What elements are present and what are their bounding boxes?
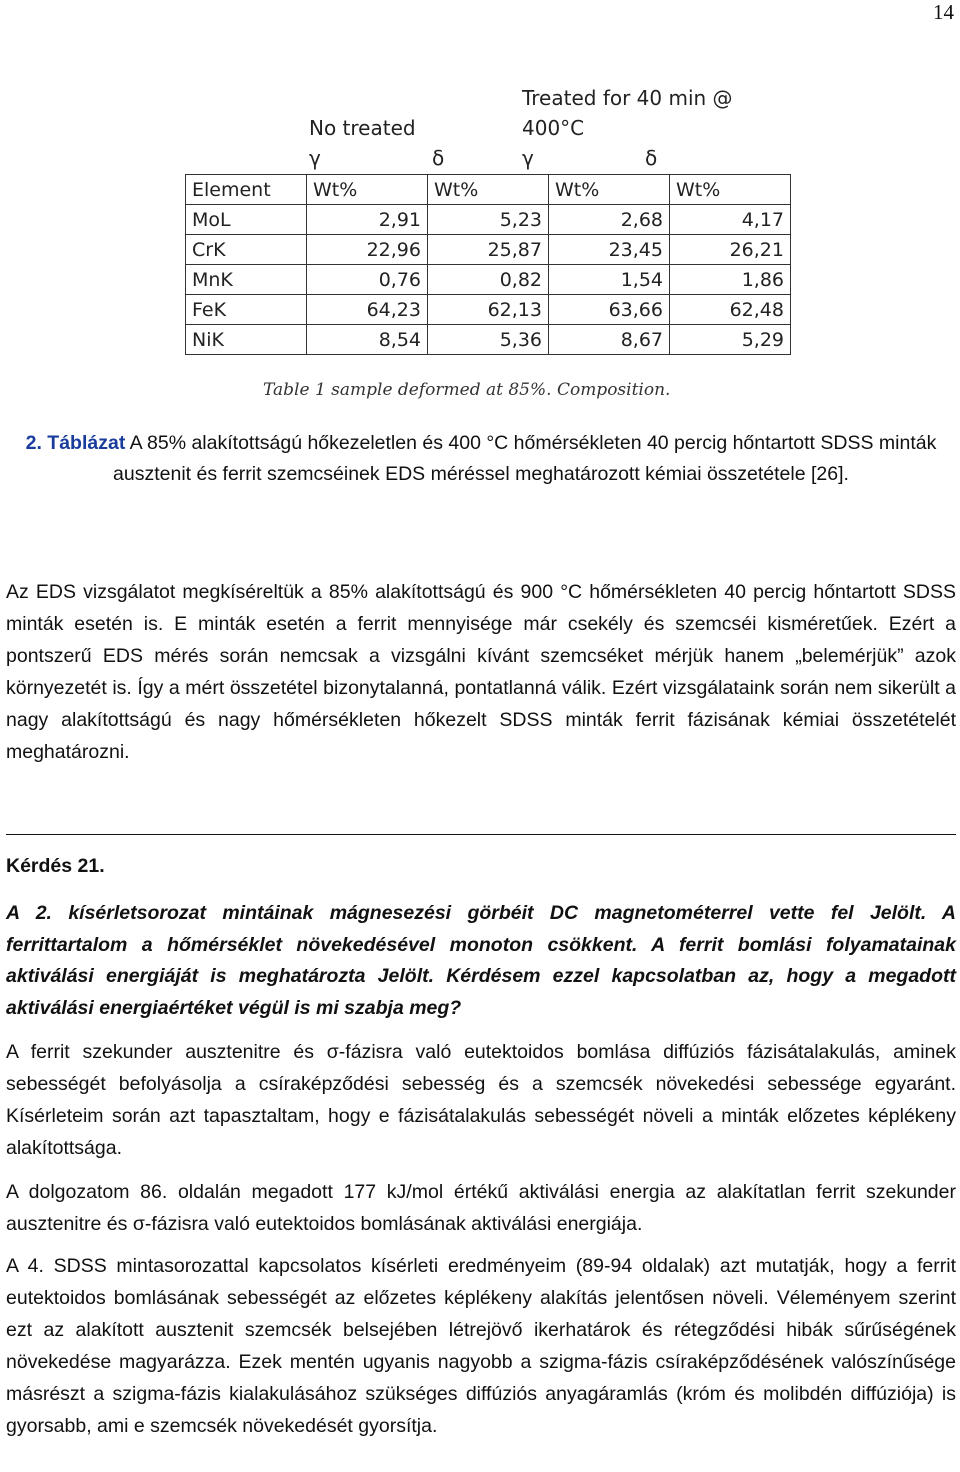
page-number: 14 [933, 0, 954, 24]
value-cell: 5,29 [670, 325, 791, 355]
table-row [186, 295, 791, 325]
value-cell: 5,36 [428, 325, 549, 355]
column-header: Element [186, 175, 307, 205]
question-text: A 2. kísérletsorozat mintáinak mágnesezési görbéit DC magnetométerrel vette fel Jelölt. A ferrittartalom a hőmérséklet növekedésével monoton csökkent. A ferrit bomlási folyamatainak aktiválási energiáját is meghatározta Jelölt. Kérdésem ezzel kapcsolatban az, hogy a megadott aktiválási energiaértéket végül is mi szabja meg? [6, 902, 956, 1019]
value-cell: 2,68 [549, 205, 670, 235]
value-cell: 63,66 [549, 295, 670, 325]
table-row [186, 205, 791, 235]
element-cell: MnK [186, 265, 307, 295]
group-header-treated-line1: Treated for 40 min @ [522, 86, 733, 110]
table-caption-text: A 85% alakítottságú hőkezeletlen és 400 °C hőmérsékleten 40 percig hőntartott SDSS minták ausztenit és ferrit szemcséinek EDS méréssel meghatározott kémiai összetétele [26]. [113, 432, 937, 485]
element-cell: FeK [186, 295, 307, 325]
element-cell: CrK [186, 235, 307, 265]
figure-caption: Table 1 sample deformed at 85%. Composition. [263, 380, 671, 400]
value-cell: 0,82 [428, 265, 549, 295]
table-caption-label: 2. Táblázat [25, 432, 126, 454]
phase-label: γ [522, 146, 534, 170]
value-cell: 62,48 [670, 295, 791, 325]
answer-paragraph: A 4. SDSS mintasorozattal kapcsolatos kísérleti eredményeim (89-94 oldalak) azt mutatják, hogy a ferrit eutektoidos bomlásának sebességét az előzetes képlékeny alakítás jelentősen növeli. Véleményem szerint ezt az alakított ausztenit szemcsék belsejében létrejövő ikerhatárok és rétegződési hibák sűrűségének növekedése magyarázza. Ezek mentén ugyanis nagyobb a szigma-fázis csíraképződésének valószínűsége másrészt a szigma-fázis kialakulásához szükséges diffúziós anyagáramlás (króm és molibdén diffúziója) is gyorsabb, ami e szemcsék növekedését gyorsítja. [6, 1255, 956, 1437]
table-row [186, 325, 791, 355]
answer-paragraph: A dolgozatom 86. oldalán megadott 177 kJ/mol értékű aktiválási energia az alakítatlan ferrit szekunder ausztenitre és σ-fázisra való eutektoidos bomlásának aktiválási energiája. [6, 1181, 956, 1235]
value-cell: 64,23 [307, 295, 428, 325]
section-divider [6, 834, 956, 835]
value-cell: 1,54 [549, 265, 670, 295]
element-cell: MoL [186, 205, 307, 235]
value-cell: 8,67 [549, 325, 670, 355]
column-header: Wt% [428, 175, 549, 205]
table-row [186, 265, 791, 295]
column-header: Wt% [307, 175, 428, 205]
phase-label: δ [645, 146, 658, 170]
value-cell: 23,45 [549, 235, 670, 265]
composition-table-figure [185, 82, 805, 412]
value-cell: 4,17 [670, 205, 791, 235]
table-header-row [186, 175, 791, 205]
column-header: Wt% [670, 175, 791, 205]
value-cell: 8,54 [307, 325, 428, 355]
answer-paragraph: A ferrit szekunder ausztenitre és σ-fázisra való eutektoidos bomlása diffúziós fázisátalakulás, aminek sebességét befolyásolja a csíraképződési sebesség és a szemcsék növekedési sebessége egyaránt. Kísérleteim során azt tapasztaltam, hogy e fázisátalakulás sebességét növeli a minták előzetes képlékeny alakítottsága. [6, 1041, 956, 1159]
column-header: Wt% [549, 175, 670, 205]
paragraph-eds: Az EDS vizsgálatot megkíséreltük a 85% alakítottságú és 900 °C hőmérsékleten 40 percig hőntartott SDSS minták esetén is. E minták esetén a ferrit mennyisége már csekély és szemcséi kisméretűek. Ezért a pontszerű EDS mérés során nemcsak a vizsgálni kívánt szemcséket mérjük hanem „belemérjük” azok környezetét is. Így a mért összetétel bizonytalanná, pontatlanná válik. Ezért vizsgálataink során nem sikerült a nagy alakítottságú és nagy hőmérsékleten hőkezelt SDSS minták ferrit fázisának kémiai összetételét meghatározni. [6, 581, 956, 763]
value-cell: 26,21 [670, 235, 791, 265]
value-cell: 5,23 [428, 205, 549, 235]
value-cell: 62,13 [428, 295, 549, 325]
value-cell: 2,91 [307, 205, 428, 235]
value-cell: 25,87 [428, 235, 549, 265]
element-cell: NiK [186, 325, 307, 355]
group-header-no-treated: No treated [309, 116, 416, 140]
value-cell: 0,76 [307, 265, 428, 295]
composition-table [185, 174, 791, 355]
question-title: Kérdés 21. [6, 855, 105, 877]
table-caption [6, 428, 956, 490]
phase-label: δ [432, 146, 445, 170]
group-header-treated-line2: 400°C [522, 116, 585, 140]
value-cell: 22,96 [307, 235, 428, 265]
value-cell: 1,86 [670, 265, 791, 295]
phase-label: γ [309, 146, 321, 170]
table-row [186, 235, 791, 265]
